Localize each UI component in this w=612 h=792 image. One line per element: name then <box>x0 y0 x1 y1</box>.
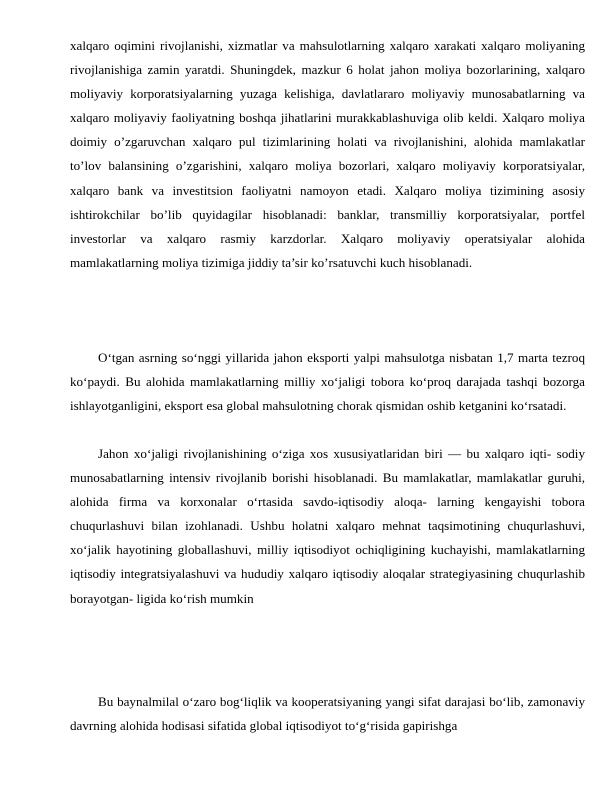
paragraph-export: O‘tgan asrning so‘nggi yillarida jahon eksporti yalpi mahsulotga nisbatan 1,7 marta tezroq ko‘paydi. Bu alohida mamlakatlarning milliy xo‘jaligi tobora ko‘proq darajada tashqi bozorga ishlayotganligini, eksport esa global mahsulotning chorak qismidan oshib ketganini ko‘rsatadi. <box>70 350 585 414</box>
paragraph-intro: xalqaro oqimini rivojlanishi, xizmatlar va mahsulotlarning xalqaro xarakati xalqaro moliyaning rivojlanishiga zamin yaratdi. Shuningdek, mazkur 6 holat jahon moliya bozorlarining, xalqaro moliyaviy korporatsiyalarning yuzaga kelishiga, davlatlararo moliyaviy munosabatlarning va xalqaro moliyaviy faoliyatning boshqa jihatlarini murakkablashuviga olib keldi. Xalqaro moliya doimiy o’zgaruvchan xalqaro pul tizimlarining holati va rivojlanishini, alohida mamlakatlar to’lov balansining o’zgarishini, xalqaro moliya bozorlari, xalqaro moliyaviy korporatsiyalar, xalqaro bank va investitsion faoliyatni namoyon etadi. Xalqaro moliya tizimining asosiy ishtirokchilar bo’lib quyidagilar hisoblanadi: banklar, transmilliy korporatsiyalar, portfel investorlar va xalqaro rasmiy karzdorlar. Xalqaro moliyaviy operatsiyalar alohida mamlakatlarning moliya tizimiga jiddiy ta’sir ko’rsatuvchi kuch hisoblanadi. <box>70 38 585 270</box>
paragraph-cooperation: Bu baynalmilal o‘zaro bog‘liqlik va kooperatsiyaning yangi sifat darajasi bo‘lib, zamonaviy davrning alohida hodisasi sifatida global iqtisodiyot to‘g‘risida gapirishga <box>70 694 585 734</box>
paragraph-world-economy: Jahon xo‘jaligi rivojlanishining o‘ziga xos xususiyatlaridan biri — bu xalqaro iqti- sodiy munosabatlarning intensiv rivojlanib borishi hisoblanadi. Bu mamlakatlar, mamlakatlar guruhi, alohida firma va korxonalar o‘rtasida savdo-iqtisodiy aloqa- larning kengayishi tobora chuqurlashuvi bilan izohlanadi. Ushbu holatni xalqaro mehnat taqsimotining chuqurlashuvi, xo‘jalik hayotining globallashuvi, milliy iqtisodiyot ochiqligining kuchayishi, mamlakatlarning iqtisodiy integratsiyalashuvi va hududiy xalqaro iqtisodiy aloqalar strategiyasining chuqurlashib borayotgan- ligida ko‘rish mumkin <box>70 446 585 606</box>
